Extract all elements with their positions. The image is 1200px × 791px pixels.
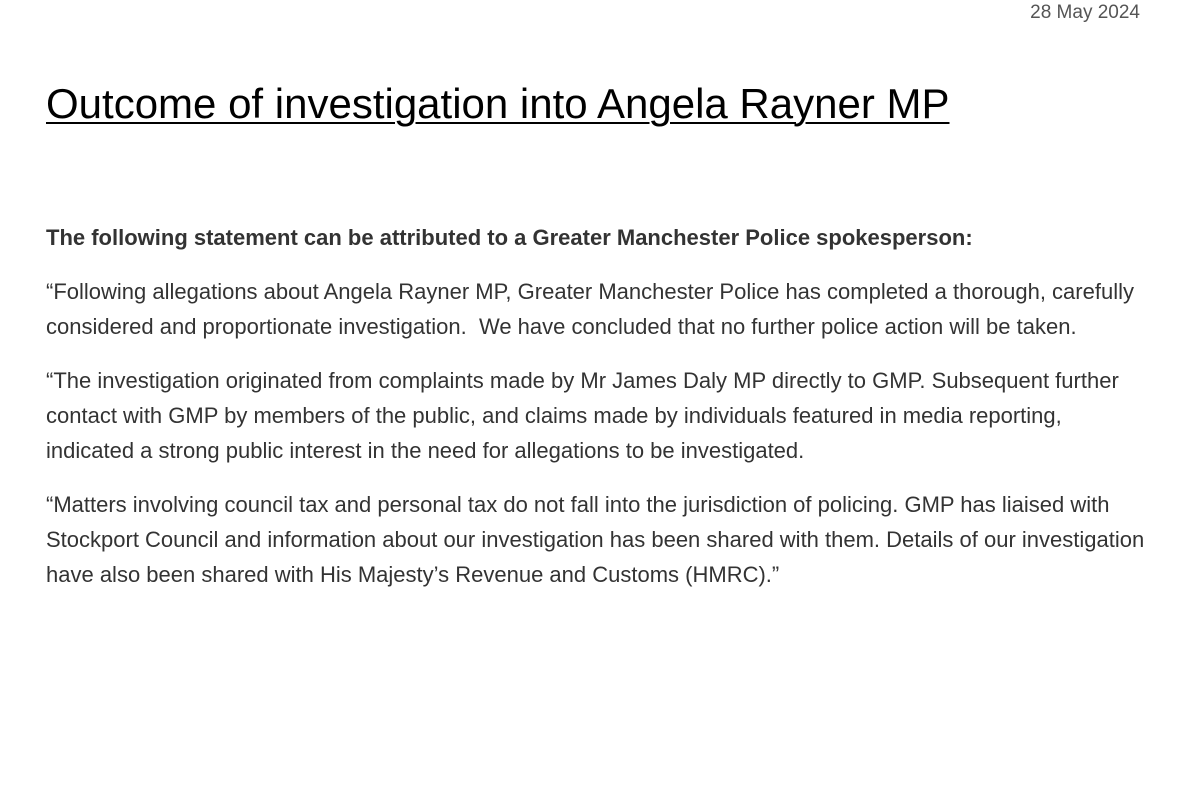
attribution-line: The following statement can be attributed to a Greater Manchester Police spokesperson:	[46, 225, 973, 250]
statement-paragraph-2: “The investigation originated from complaints made by Mr James Daly MP directly to GMP. Subsequent further contact with GMP by members of the public, and claims made by individuals featured in media reporting, indicated a strong public interest in the need for allegations to be investigated.	[46, 368, 1119, 463]
statement-body	[46, 220, 1146, 611]
statement-paragraph-1: “Following allegations about Angela Rayner MP, Greater Manchester Police has completed a thorough, carefully considered and proportionate investigation. We have concluded that no further police action will be taken.	[46, 279, 1134, 339]
statement-paragraph-3: “Matters involving council tax and personal tax do not fall into the jurisdiction of policing. GMP has liaised with Stockport Council and information about our investigation has been shared with them. Details of our investigation have also been shared with His Majesty’s Revenue and Customs (HMRC).”	[46, 492, 1145, 587]
statement-date: 28 May 2024	[1030, 2, 1140, 23]
page-title: Outcome of investigation into Angela Rayner MP	[46, 80, 950, 127]
